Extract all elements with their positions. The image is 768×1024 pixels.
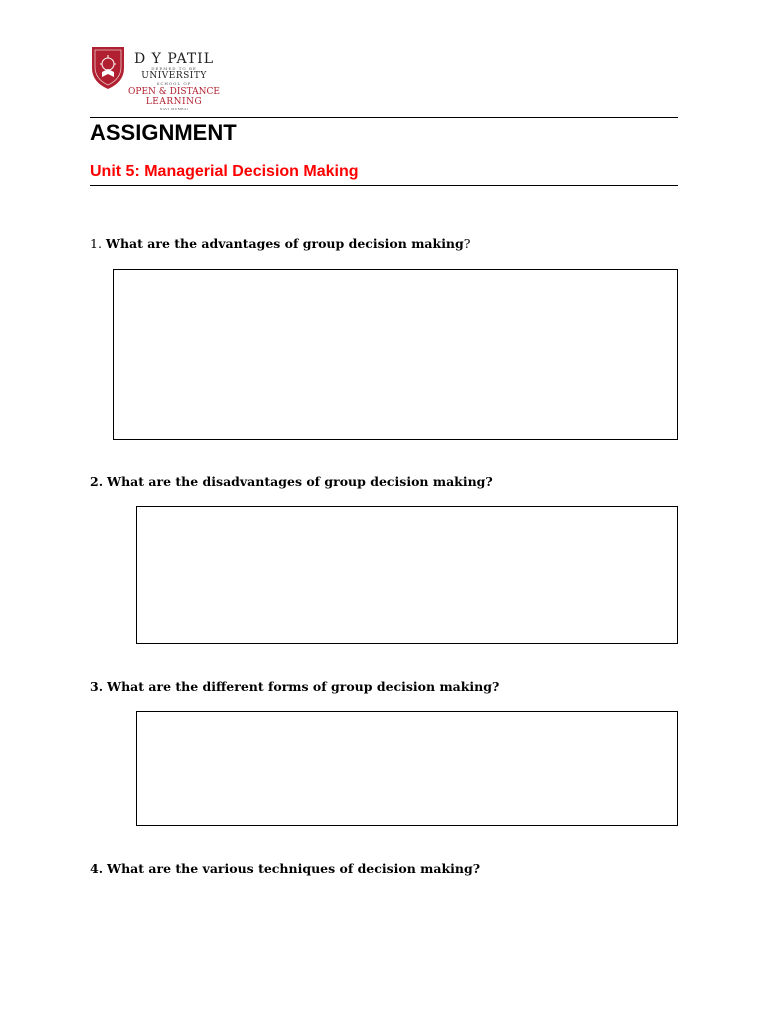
answer-box-2[interactable] [136,506,678,644]
question-1 [90,236,470,252]
question-1-text: What are the advantages of group decision making [105,236,464,251]
answer-box-1[interactable] [113,269,678,440]
university-logo [91,46,221,112]
question-3-text: What are the different forms of group decision making? [107,679,500,694]
page-title: ASSIGNMENT [90,120,237,145]
logo-line-navi-mumbai: NAVI MUMBAI [159,107,189,111]
question-4-number: 4. [90,861,104,876]
logo-line-deemed: DEEMED TO BE [151,66,197,71]
question-4-text: What are the various techniques of decision making? [107,861,481,876]
logo-wordmark [127,46,221,111]
question-1-number: 1. [90,236,102,251]
header-divider-top [90,117,678,118]
question-3 [90,679,499,695]
question-2-text: What are the disadvantages of group decision making? [107,474,493,489]
answer-box-3[interactable] [136,711,678,826]
logo-line-learning: LEARNING [145,97,203,107]
question-3-number: 3. [90,679,104,694]
question-2-number: 2. [90,474,104,489]
university-shield-icon [91,46,125,90]
header-divider-bottom [90,185,678,186]
unit-title: Unit 5: Managerial Decision Making [90,163,359,180]
logo-line-university: UNIVERSITY [141,71,207,81]
question-2 [90,474,493,490]
logo-line-dypatil: D Y PATIL [133,51,214,67]
logo-line-open-distance: OPEN & DISTANCE [128,87,220,97]
question-4 [90,861,480,877]
logo-line-school-of: SCHOOL OF [156,81,192,86]
question-1-suffix: ? [463,236,471,251]
